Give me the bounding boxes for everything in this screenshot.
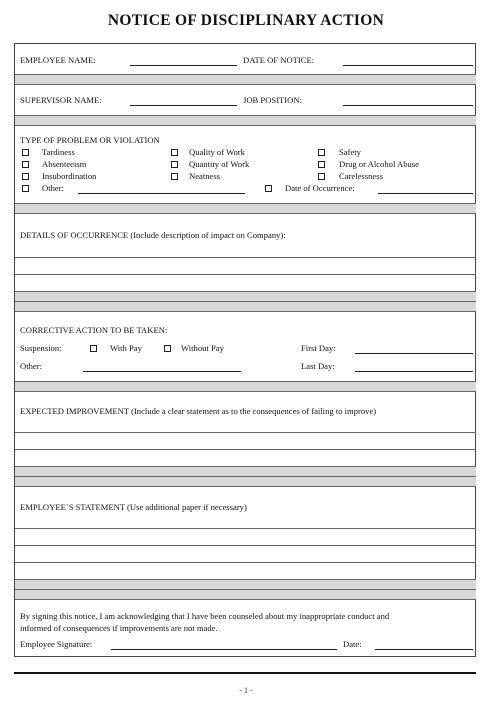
drug-alcohol-checkbox[interactable] [318,161,325,168]
section-separator [15,204,476,213]
safety-checkbox[interactable] [318,149,325,156]
last-day-label: Last Day: [301,361,335,371]
job-position-label: JOB POSITION: [243,95,302,105]
absenteeism-label: Absenteeism [42,159,87,169]
date-of-occurrence-checkbox[interactable] [265,185,272,192]
first-day-label: First Day: [301,343,336,353]
other-label: Other: [42,183,64,193]
with-pay-checkbox[interactable] [90,345,97,352]
details-heading: DETAILS OF OCCURRENCE (Include description of impact on Company): [20,230,286,240]
drug-alcohol-label: Drug or Alcohol Abuse [339,159,419,169]
section-separator [15,382,476,391]
suspension-label: Suspension: [20,343,62,353]
details-write-line[interactable] [15,257,476,258]
statement-write-line[interactable] [15,545,476,546]
insubordination-checkbox[interactable] [22,173,29,180]
divider [15,213,476,214]
divider [15,84,476,85]
divider [15,599,476,600]
divider [15,391,476,392]
improvement-write-line[interactable] [15,432,476,433]
statement-write-line[interactable] [15,528,476,529]
first-day-field[interactable] [355,353,473,354]
insubordination-label: Insubordination [42,171,97,181]
section-separator [15,580,476,589]
date-of-notice-label: DATE OF NOTICE: [243,55,315,65]
section-separator [15,477,476,486]
signature-date-field[interactable] [375,649,473,650]
improvement-write-line[interactable] [15,449,476,450]
neatness-checkbox[interactable] [171,173,178,180]
divider [15,486,476,487]
without-pay-checkbox[interactable] [164,345,171,352]
without-pay-label: Without Pay [181,343,224,353]
section-separator [15,116,476,125]
footer-rule [14,672,476,674]
quality-of-work-checkbox[interactable] [171,149,178,156]
details-write-line[interactable] [15,274,476,275]
neatness-label: Neatness [189,171,221,181]
statement-write-line[interactable] [15,562,476,563]
employee-signature-label: Employee Signature: [20,639,93,649]
employee-name-field[interactable] [130,65,237,66]
date-of-occurrence-label: Date of Occurrence: [285,183,355,193]
section-separator [15,590,476,599]
corrective-other-field[interactable] [83,371,241,372]
quantity-of-work-label: Quantity of Work [189,159,250,169]
quality-of-work-label: Quality of Work [189,147,245,157]
employee-signature-field[interactable] [111,649,337,650]
employee-name-label: EMPLOYEE NAME: [20,55,96,65]
supervisor-name-label: SUPERVISOR NAME: [20,95,102,105]
employee-statement-heading: EMPLOYEE`S STATEMENT (Use additional paper if necessary) [20,502,247,512]
date-of-occurrence-field[interactable] [378,193,473,194]
corrective-action-heading: CORRECTIVE ACTION TO BE TAKEN: [20,325,168,335]
last-day-field[interactable] [355,371,473,372]
acknowledgement-text-line2: informed of consequences if improvements are not made. [20,623,218,633]
problem-type-heading: TYPE OF PROBLEM OR VIOLATION [20,135,160,145]
corrective-other-label: Other: [20,361,42,371]
with-pay-label: With Pay [110,343,142,353]
safety-label: Safety [339,147,361,157]
other-checkbox[interactable] [22,185,29,192]
acknowledgement-text-line1: By signing this notice, I am acknowledging that I have been counseled about my inappropriate conduct and [20,611,390,621]
carelessness-checkbox[interactable] [318,173,325,180]
absenteeism-checkbox[interactable] [22,161,29,168]
tardiness-checkbox[interactable] [22,149,29,156]
divider [15,125,476,126]
tardiness-label: Tardiness [42,147,75,157]
signature-date-label: Date: [343,639,362,649]
section-separator [15,302,476,311]
page-number: - 1 - [239,686,253,695]
expected-improvement-heading: EXPECTED IMPROVEMENT (Include a clear statement as to the consequences of failing to improve) [20,406,377,416]
quantity-of-work-checkbox[interactable] [171,161,178,168]
section-separator [15,75,476,84]
page-title: NOTICE OF DISCIPLINARY ACTION [107,12,385,29]
divider [15,311,476,312]
other-field[interactable] [78,193,245,194]
section-separator [15,467,476,476]
section-separator [15,292,476,301]
supervisor-name-field[interactable] [130,105,237,106]
date-of-notice-field[interactable] [343,65,473,66]
job-position-field[interactable] [343,105,473,106]
carelessness-label: Carelessness [339,171,383,181]
